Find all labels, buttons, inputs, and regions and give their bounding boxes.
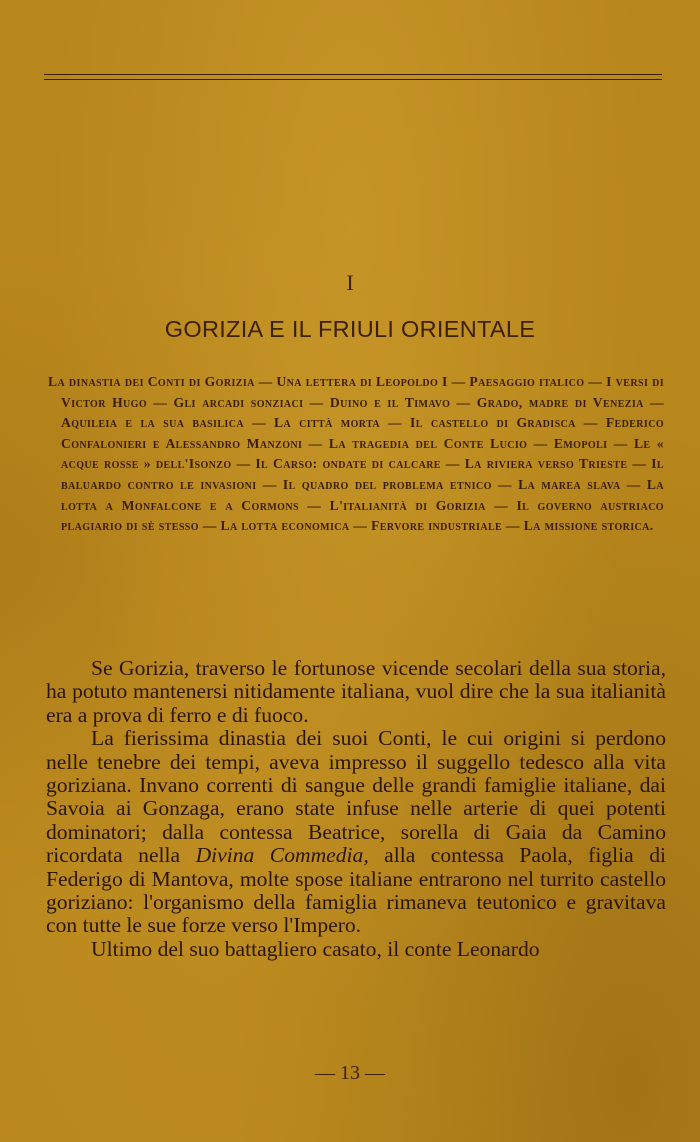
- chapter-number: I: [346, 270, 354, 295]
- page-number: — 13 —: [315, 1062, 385, 1084]
- chapter-summary: La dinastia dei Conti di Gorizia — Una lettera di Leopoldo I — Paesaggio italico — I versi di Victor Hugo — Gli arcadi sonziaci — Duino e il Timavo — Grado, madre di Venezia — Aquileia e la sua basilica — La città morta — Il castello di Gradisca — Federico Confalonieri e Alessandro Manzoni — La tragedia del Conte Lucio — Emopoli — Le « acque rosse » dell'Isonzo — Il Carso: ondate di calcare — La riviera verso Trieste — Il baluardo contro le invasioni — Il quadro del problema etnico — La marea slava — La lotta a Monfalcone e a Cormons — L'italianità di Gorizia — Il governo austriaco plagiario di sè stesso — La lotta economica — Fervore industriale — La missione storica.: [48, 374, 664, 534]
- paragraph: Se Gorizia, traverso le fortunose vicende secolari della sua storia, ha potuto mantenersi nitidamente italiana, vuol dire che la sua italianità era a prova di ferro e di fuoco.: [46, 656, 666, 727]
- chapter-title: GORIZIA E IL FRIULI ORIENTALE: [164, 316, 536, 342]
- header-double-rule: [44, 74, 662, 80]
- paragraph: [46, 727, 666, 938]
- paragraph-text: alla contessa Paola, figlia di Federigo di Mantova, molte spose italiane entrarono nel turrito castello goriziano: l'organismo della famiglia rimaneva teutonico e gravitava con tutte le sue forze verso l'Impero.: [46, 843, 666, 938]
- body-text: [46, 657, 666, 961]
- paragraph: Ultimo del suo battagliero casato, il conte Leonardo: [91, 936, 540, 961]
- book-title-italic: Divina Commedia,: [195, 843, 369, 868]
- paragraph-text: La fierissima dinastia dei suoi Conti, le cui origini si perdono nelle tenebre dei tempi, aveva impresso il suggello tedesco alla vita goriziana. Invano correnti di sangue delle grandi famiglie italiane, dai Savoia ai Gonzaga, erano state infuse nelle arterie di quei potenti dominatori; dalla contessa Beatrice, sorella di Gaia da Camino ricordata nella: [46, 726, 666, 868]
